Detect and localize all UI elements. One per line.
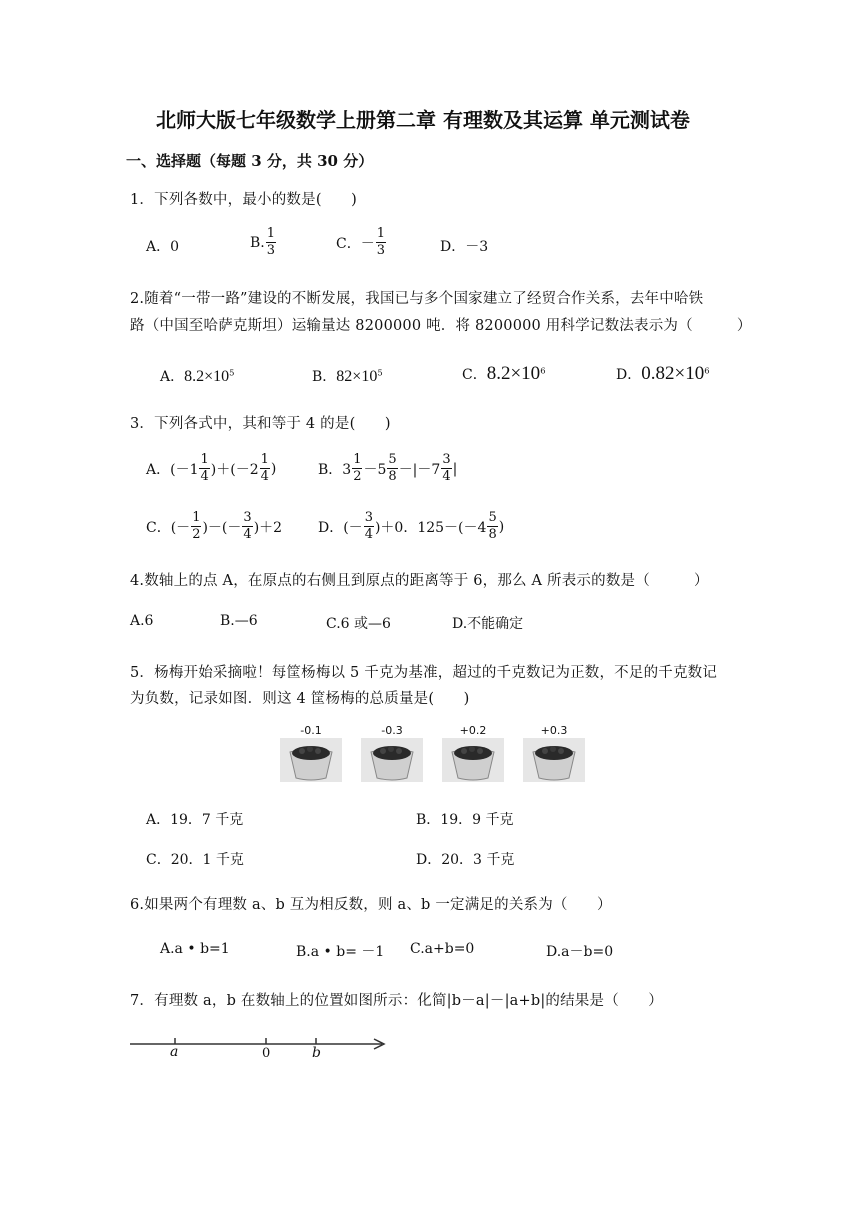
basket-image <box>442 738 504 782</box>
basket-image <box>523 738 585 782</box>
question-1-options <box>146 226 526 266</box>
question-2-line-1: 2.随着“一带一路”建设的不断发展，我国已与多个国家建立了经贸合作关系，去年中哈铁 <box>130 291 704 307</box>
number-line-figure <box>126 1030 392 1070</box>
q5-option-d[interactable]: D．20．3 千克 <box>416 852 515 868</box>
q6-option-d[interactable]: D.a－b=0 <box>546 944 614 960</box>
q1-option-d[interactable]: D．－3 <box>440 239 489 255</box>
q1-option-b[interactable]: B. $\frac{1}{3}$ <box>250 226 276 258</box>
q4-option-d[interactable]: D.不能确定 <box>452 616 524 632</box>
question-5-line-2: 为负数，记录如图．则这 4 筐杨梅的总质量是( ) <box>130 691 470 707</box>
question-3-stem: 3．下列各式中，其和等于 4 的是( ) <box>130 416 391 432</box>
q4-option-c[interactable]: C.6 或—6 <box>326 616 391 632</box>
number-line-label-0: 0 <box>262 1046 271 1061</box>
basket-label-2: -0.3 <box>381 724 403 737</box>
q2-option-c[interactable]: C．$8.2\times 10^6$ <box>462 363 546 384</box>
section-heading: 一、选择题（每题 3 分，共 30 分） <box>126 152 374 170</box>
number-line-label-a: a <box>170 1044 179 1060</box>
basket-label-3: +0.2 <box>459 724 487 737</box>
q5-option-c[interactable]: C．20．1 千克 <box>146 852 244 868</box>
question-7-stem: 7．有理数 a，b 在数轴上的位置如图所示：化简|b－a|－|a+b|的结果是（ ） <box>130 993 664 1009</box>
q1-option-c[interactable]: C．－ $\frac{1}{3}$ <box>336 226 385 258</box>
number-line-label-b: b <box>312 1045 321 1061</box>
q6-option-b[interactable]: B.a • b= －1 <box>296 944 385 960</box>
q3-option-d[interactable]: D．(－ $\frac{3}{4}$ )＋0．125－(－4 $\frac{5}{8}$ ) <box>318 510 505 542</box>
basket-image <box>280 738 342 782</box>
question-2-line-2: 路（中国至哈萨克斯坦）运输量达 8200000 吨．将 8200000 用科学记数法表示为（ ） <box>130 318 752 334</box>
basket-figure <box>270 724 590 786</box>
q3-option-c[interactable]: C．(－ $\frac{1}{2}$ )－(－ $\frac{3}{4}$ )＋2 <box>146 510 283 542</box>
q6-option-c[interactable]: C.a+b=0 <box>410 941 475 957</box>
basket-label-4: +0.3 <box>540 724 568 737</box>
q3-option-a[interactable]: A．(－1 $\frac{1}{4}$ )＋(－2 $\frac{1}{4}$ ) <box>146 452 277 484</box>
question-4-stem: 4.数轴上的点 A，在原点的右侧且到原点的距离等于 6，那么 A 所表示的数是（ ） <box>130 573 709 589</box>
q2-option-a[interactable]: A．$8.2\times 10^5$ <box>160 367 235 385</box>
question-1-stem: 1．下列各数中，最小的数是( ) <box>130 192 357 208</box>
q5-option-a[interactable]: A．19．7 千克 <box>146 812 244 828</box>
q5-option-b[interactable]: B．19．9 千克 <box>416 812 514 828</box>
page-title: 北师大版七年级数学上册第二章 有理数及其运算 单元测试卷 <box>156 108 690 132</box>
q4-option-a[interactable]: A.6 <box>130 613 154 629</box>
basket-label-1: -0.1 <box>300 724 322 737</box>
question-6-stem: 6.如果两个有理数 a、b 互为相反数，则 a、b 一定满足的关系为（ ） <box>130 897 612 913</box>
question-5-line-1: 5．杨梅开始采摘啦！每筐杨梅以 5 千克为基准，超过的千克数记为正数，不足的千克数记 <box>130 665 718 681</box>
q2-option-b[interactable]: B．$82\times 10^5$ <box>312 367 383 385</box>
q4-option-b[interactable]: B.—6 <box>220 613 258 629</box>
q1-option-a[interactable]: A．0 <box>146 239 180 255</box>
basket-image <box>361 738 423 782</box>
q6-option-a[interactable]: A.a • b=1 <box>160 941 230 957</box>
q2-option-d[interactable]: D．$0.82\times 10^6$ <box>616 363 710 384</box>
q3-option-b[interactable]: B．3 $\frac{1}{2}$ －5 $\frac{5}{8}$ －|－7 $\frac{3}{4}$ | <box>318 452 458 484</box>
